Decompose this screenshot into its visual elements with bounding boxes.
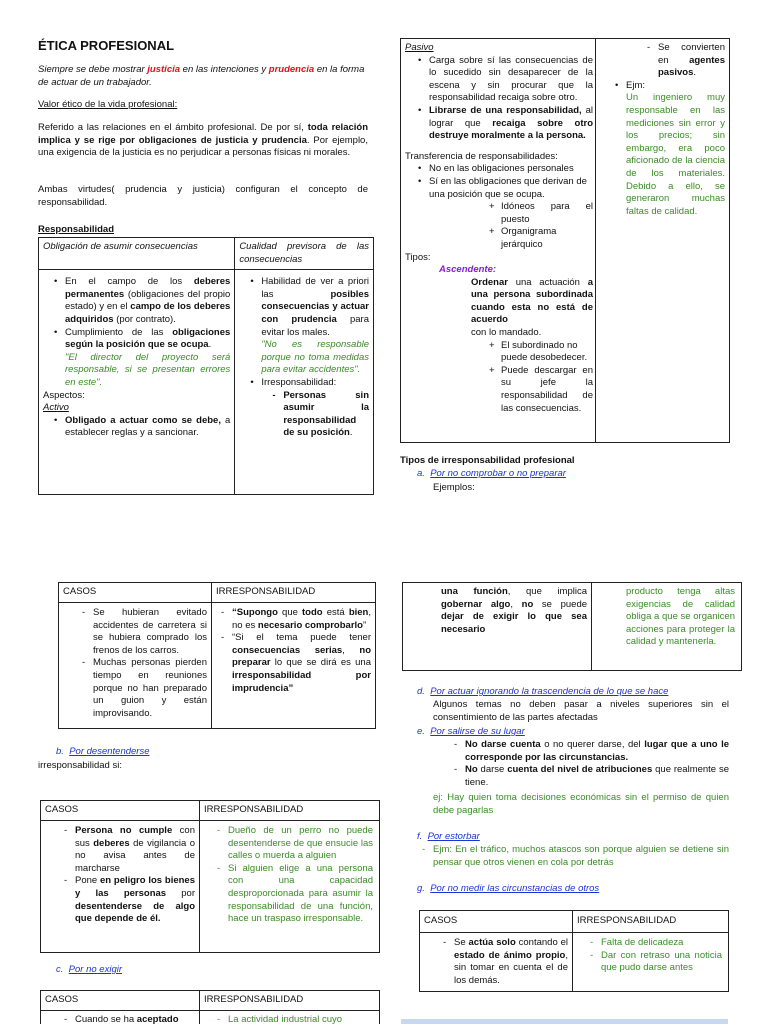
list-item: • Obligado a actuar como se debe, a establecer reglas y a sancionar.	[51, 415, 230, 440]
section-g-heading: g. Por no medir las circunstancias de otros	[417, 883, 600, 894]
ejemplos-label: Ejemplos:	[433, 482, 475, 493]
transferencia-label: Transferencia de responsabilidades:	[405, 150, 558, 162]
aspectos-label: Aspectos:	[43, 389, 85, 401]
section-d-text: Algunos temas no deben pasar a niveles superiores sin el consentimiento de las partes afectadas	[433, 699, 729, 723]
page-title: ÉTICA PROFESIONAL	[38, 38, 175, 53]
list-item: + El subordinado no puede desobedecer.	[487, 340, 593, 365]
next-page-edge	[401, 1019, 728, 1024]
list-item: - Dueño de un perro no puede desentenderse de que ensucie las calles o muerda a alguien	[214, 825, 373, 863]
virtudes-paragraph: Ambas virtudes( prudencia y justicia) configuran el concepto de responsabilidad.	[38, 184, 368, 208]
casos-table-a	[58, 582, 376, 729]
irresponsabilidad-cell	[200, 1011, 380, 1024]
irresponsabilidad-header: IRRESPONSABILIDAD	[200, 801, 380, 821]
list-item: • No en las obligaciones personales	[415, 163, 593, 176]
pasivo-table	[400, 38, 730, 443]
section-e-heading: e. Por salirse de su lugar	[417, 726, 525, 737]
activo-label: Activo	[43, 402, 69, 414]
casos-header: CASOS	[41, 991, 200, 1011]
link-salirse-lugar[interactable]: Por salirse de su lugar	[430, 726, 525, 737]
list-item: - No darse cuenta del nivel de atribuciones que realmente se tiene.	[451, 764, 729, 789]
tipos-irresponsabilidad-heading: Tipos de irresponsabilidad profesional	[400, 455, 575, 466]
list-item: • Librarse de una responsabilidad, al lograr que recaiga sobre otro destruye moralmente a la persona.	[415, 105, 593, 143]
responsabilidad-heading: Responsabilidad	[38, 224, 115, 235]
list-item: • Ejm:	[612, 80, 725, 93]
list-item: - Dar con retraso una noticia que pudo darse antes	[587, 950, 722, 975]
irresponsabilidad-cell	[573, 933, 729, 992]
irresponsabilidad-header: IRRESPONSABILIDAD	[212, 583, 376, 603]
section-c-heading: c. Por no exigir	[56, 964, 123, 975]
casos-header: CASOS	[59, 583, 212, 603]
casos-table-c-wrapper	[40, 990, 380, 1024]
valor-etico-heading: Valor ético de la vida profesional:	[38, 99, 178, 110]
list-item: + Organigrama jerárquico	[487, 226, 593, 251]
tipos-label: Tipos:	[405, 251, 431, 263]
casos-table-c-continued	[402, 582, 742, 671]
list-item: • Habilidad de ver a priori las posibles consecuencias y actuar con prudencia para evitar los males. "No es responsable porque no toma medidas para evitar accidentes".	[247, 276, 369, 377]
link-estorbar[interactable]: Por estorbar	[427, 831, 480, 842]
casos-table-b	[40, 800, 380, 953]
list-item: - Se hubieran evitado accidentes de carretera si se hubiera comprado los frenos de los carros.	[79, 607, 207, 657]
casos-header: CASOS	[420, 911, 573, 933]
ascendente-text-end: con lo mandado.	[471, 327, 542, 339]
irresponsabilidad-cell: producto tenga altas exigencias de calidad obliga a que se organicen acciones para proteger la calidad y mantenerla.	[592, 583, 742, 671]
responsabilidad-table	[38, 237, 374, 495]
list-item: - Personas sin asumir la responsabilidad de su posición.	[269, 390, 369, 440]
link-no-exigir[interactable]: Por no exigir	[68, 964, 123, 975]
cell-text: una función, que implica gobernar algo, no se puede dejar de exigir lo que sea necesario	[441, 586, 588, 635]
irresponsabilidad-cell	[212, 603, 376, 729]
list-item: + Idóneos para el puesto	[487, 201, 593, 226]
pasivo-label: Pasivo	[405, 42, 434, 53]
list-item: - Se actúa solo contando el estado de ánimo propio, sin tomar en cuenta el de los demás.	[440, 937, 568, 987]
resp-cell-left	[39, 270, 235, 495]
list-item: - La actividad industrial cuyo	[214, 1014, 375, 1024]
casos-cell	[403, 583, 592, 671]
list-item: - “Si el tema puede tener consecuencias serias, no preparar lo que se dirá es una irresponsabilidad por imprudencia”	[218, 632, 371, 695]
section-d-heading: d. Por actuar ignorando la trascendencia de lo que se hace	[417, 686, 669, 697]
section-f-list	[419, 844, 729, 869]
list-item: - Falta de delicadeza	[587, 937, 722, 950]
list-item: • En el campo de los deberes permanentes (obligaciones del propio estado) y en el campo de los deberes adquiridos (por contrato).	[51, 276, 230, 326]
link-trascendencia[interactable]: Por actuar ignorando la trascendencia de lo que se hace	[430, 686, 669, 697]
relaciones-paragraph: Referido a las relaciones en el ámbito profesional. De por sí, toda relación implica y se rige por obligaciones de justicia y prudencia. Por ejemplo, una exigencia de la justicia es no perjudicar a personas físicas ni morales.	[38, 122, 369, 159]
list-item: • Irresponsabilidad:	[247, 377, 369, 390]
casos-table-c	[40, 990, 380, 1024]
casos-cell	[59, 603, 212, 729]
section-e-list	[451, 739, 729, 789]
section-a-heading: a. Por no comprobar o no preparar	[417, 468, 566, 479]
casos-header: CASOS	[41, 801, 200, 821]
intro-paragraph: Siempre se debe mostrar justicia en las intenciones y prudencia en la forma de actuar de un trabajador.	[38, 64, 365, 88]
section-b-subtext: irresponsabilidad si:	[38, 760, 122, 771]
ejemplo-ingeniero: Un ingeniero muy responsable en las mediciones sin error y los precios; sin embargo, era poco aficionado de la ciencia de los materiales. Debido a ello, se generaron muchas faltas de calidad.	[626, 92, 725, 217]
ascendente-label: Ascendente:	[439, 264, 497, 276]
irresponsabilidad-header: IRRESPONSABILIDAD	[200, 991, 380, 1011]
section-b-heading: b. Por desentenderse	[56, 746, 150, 757]
section-e-example: ej: Hay quien toma decisiones económicas sin el permiso de quien debe pagarlas	[433, 792, 729, 816]
pasivo-cell-left	[401, 39, 596, 443]
casos-table-g	[419, 910, 729, 992]
list-item: - Si alguien elige a una persona con una capacidad desproporcionada para asumir la responsabilidad de una función, hace un traspaso irresponsable.	[214, 863, 373, 926]
irresponsabilidad-cell	[200, 821, 380, 953]
link-no-medir[interactable]: Por no medir las circunstancias de otros	[430, 883, 600, 894]
ascendente-text: Ordenar una actuación a una persona subordinada cuando esta no está de acuerdo	[471, 276, 593, 326]
list-item: - Muchas personas pierden tiempo en reuniones porque no han preparado un guion y están improvisando.	[79, 657, 207, 720]
link-no-comprobar[interactable]: Por no comprobar o no preparar	[430, 468, 566, 479]
keyword-justicia: justicia	[147, 64, 181, 75]
resp-header-cualidad: Cualidad previsora de las consecuencias	[235, 238, 374, 270]
irresponsabilidad-header: IRRESPONSABILIDAD	[573, 911, 729, 933]
link-desentenderse[interactable]: Por desentenderse	[69, 746, 150, 757]
list-item: - Pone en peligro los bienes y las personas por desentenderse de algo que depende de él.	[61, 875, 195, 925]
casos-cell	[41, 821, 200, 953]
list-item: • Carga sobre sí las consecuencias de lo sucedido sin desaparecer de la escena y sin procurar que la responsabilidad recaiga sobre otro.	[415, 55, 593, 105]
casos-cell	[41, 1011, 200, 1024]
list-item: - No darse cuenta o no querer darse, del lugar que a uno le corresponde por las circunstancias.	[451, 739, 729, 764]
list-item: - Ejm: En el tráfico, muchos atascos son porque alguien se detiene sin pensar que otros vienen en cola por detrás	[419, 844, 729, 869]
keyword-prudencia: prudencia	[268, 64, 315, 75]
casos-cell	[420, 933, 573, 992]
list-item: - Cuando se ha aceptado	[61, 1014, 195, 1024]
section-f-heading: f. Por estorbar	[417, 831, 480, 842]
list-item: • Cumplimiento de las obligaciones según la posición que se ocupa. "El director del proyecto será responsable, si se presentan errores en este".	[51, 327, 230, 390]
list-item: • Sí en las obligaciones que derivan de una posición que se ocupa.	[415, 176, 593, 201]
pasivo-cell-right	[596, 39, 730, 443]
resp-header-obligacion: Obligación de asumir consecuencias	[39, 238, 235, 270]
list-item: + Puede descargar en su jefe la responsabilidad de las consecuencias.	[487, 365, 593, 415]
resp-cell-right	[235, 270, 374, 495]
list-item: - “Supongo que todo está bien, no es necesario comprobarlo”	[218, 607, 371, 632]
list-item: - Se convierten en agentes pasivos.	[644, 42, 725, 80]
list-item: - Persona no cumple con sus deberes de vigilancia o no avisa antes de marcharse	[61, 825, 195, 875]
